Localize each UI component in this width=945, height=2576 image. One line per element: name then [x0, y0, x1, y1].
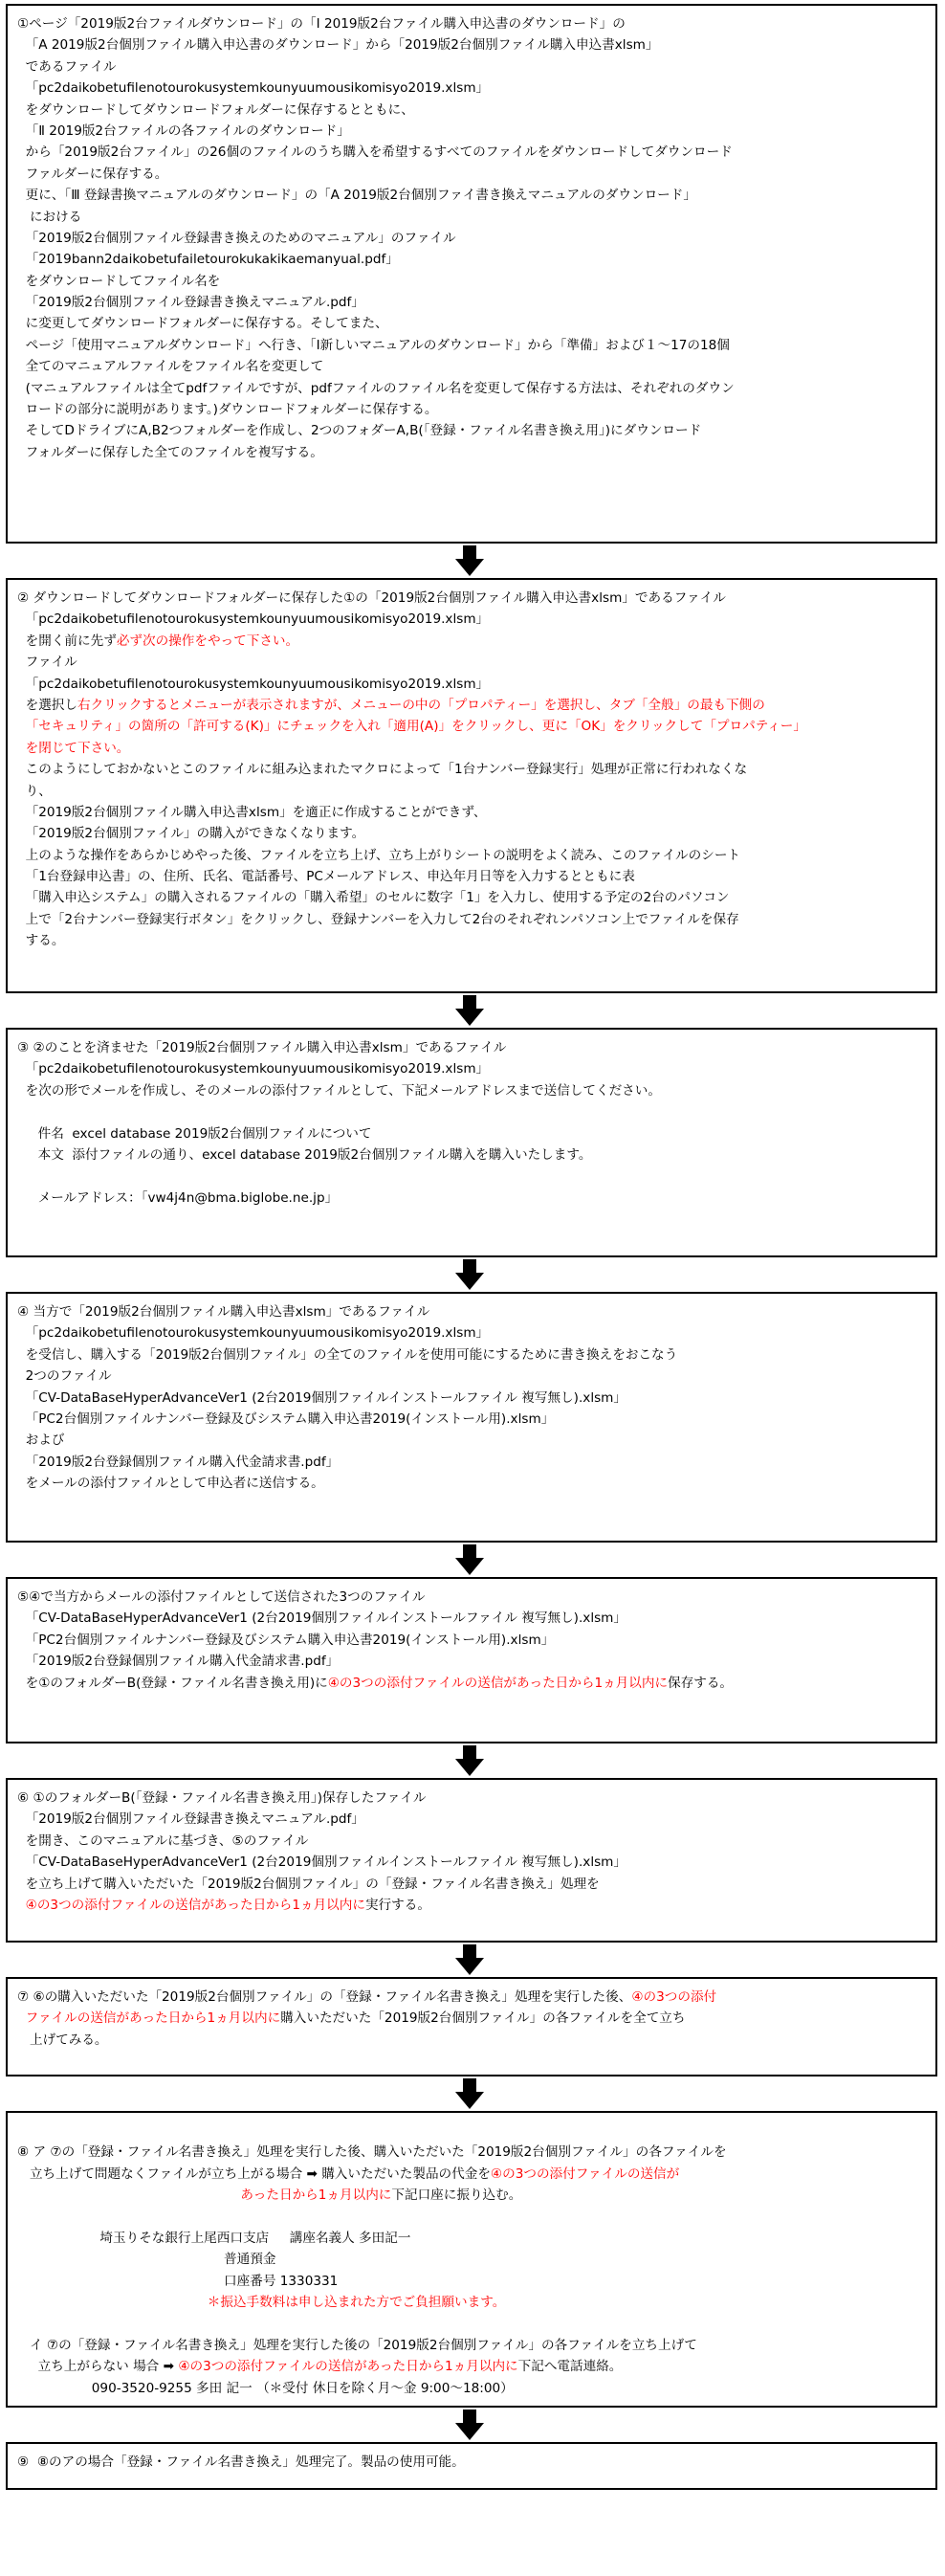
body-text: 「PC2台個別ファイルナンバー登録及びシステム購入申込書2019(インストール用).xlsm」 [17, 1410, 555, 1427]
highlight-text: ④の3つの添付ファイルの送信が [490, 2165, 680, 2182]
text-line [17, 1080, 922, 1101]
body-text: 「2019版2台個別ファイル」の購入ができなくなります。 [17, 826, 365, 842]
step-7-box [6, 1977, 937, 2076]
text-line [17, 716, 922, 737]
text-line [17, 1366, 922, 1387]
body-text: ①ページ「2019版2台ファイルダウンロード」の「Ⅰ 2019版2台ファイル購入申込書のダウンロード」の [17, 16, 626, 32]
body-text: イ ⑦の「登録・ファイル名書き換え」処理を実行した後の「2019版2台個別ファイル」の各ファイルを立ち上げて [17, 2337, 697, 2353]
text-line [17, 674, 922, 695]
text-line [17, 420, 922, 441]
text-line [17, 78, 922, 99]
body-text: り、 [17, 783, 52, 799]
body-text: 「購入申込システム」の購入されるファイルの「購入希望」のセルに数字「1」を入力し、使用する予定の2台のパソコン [17, 890, 730, 906]
body-text: 立ち上げて問題なくファイルが立ち上がる場合 ➡ 購入いただいた製品の代金を [17, 2165, 491, 2182]
text-line [17, 249, 922, 270]
down-arrow-6 [455, 1944, 484, 1975]
text-line [17, 588, 922, 609]
text-line [17, 1809, 922, 1830]
down-arrow-1 [455, 545, 484, 576]
text-line [17, 292, 922, 313]
text-line [17, 442, 922, 463]
text-line [17, 207, 922, 228]
text-line [17, 1166, 922, 1187]
text-line [17, 609, 922, 630]
body-text: 「CV-DataBaseHyperAdvanceVer1 (2台2019個別ファイルインストールファイル 複写無し).xlsm」 [17, 1610, 627, 1627]
highlight-text: ④の3つの添付ファイルの送信があった日から1ヵ月以内に [17, 1897, 365, 1913]
text-line [17, 866, 922, 887]
text-line [17, 1608, 922, 1629]
step-5-box [6, 1577, 937, 1743]
text-line [17, 228, 922, 249]
body-text: 「2019版2台個別ファイル購入申込書xlsm」を適正に作成することができず、 [17, 804, 487, 820]
body-text: 本文 添付ファイルの通り、excel database 2019版2台個別ファイル購入を購入いたします。 [17, 1146, 592, 1163]
text-line [17, 2292, 922, 2313]
highlight-text: 「セキュリティ」の箇所の「許可する(K)」にチェックを入れ「適用(A)」をクリックし、更に「OK」をクリックして「プロパティー」 [17, 719, 806, 735]
body-text: をダウンロードしてファイル名を [17, 273, 221, 289]
text-line [17, 930, 922, 951]
text-line [17, 142, 922, 163]
text-line [17, 759, 922, 780]
body-text: を①のフォルダーB(登録・ファイル名書き換え用)に [17, 1675, 328, 1691]
body-text: を開き、このマニュアルに基づき、⑤のファイル [17, 1832, 309, 1849]
text-line [17, 1430, 922, 1451]
text-line [17, 13, 922, 34]
text-line [17, 185, 922, 206]
body-text: 立ち上がらない 場合 ➡ [17, 2359, 179, 2375]
text-line [17, 887, 922, 908]
body-text: 「pc2daikobetufilenotourokusystemkounyuumousikomisyo2019.xlsm」 [17, 1325, 490, 1342]
text-line [17, 1101, 922, 1122]
body-text: 下記口座に振り込む。 [391, 2187, 522, 2204]
body-text: 「2019版2台個別ファイル登録書き換えマニュアル.pdf」 [17, 1811, 364, 1828]
down-arrow-7 [455, 2078, 484, 2109]
body-text: 購入いただいた「2019版2台個別ファイル」の各ファイルを全て立ち [280, 2010, 686, 2027]
text-line [17, 2452, 922, 2473]
body-text: 「pc2daikobetufilenotourokusystemkounyuumousikomisyo2019.xlsm」 [17, 1061, 490, 1077]
text-line [17, 56, 922, 78]
text-line [17, 695, 922, 716]
text-line [17, 1874, 922, 1895]
body-text: フォルダーに保存した全てのファイルを複写する。 [17, 444, 323, 460]
body-text: 090-3520-9255 多田 記一 （＊受付 休日を除く月～金 9:00～18:00） [17, 2380, 514, 2396]
body-text: 実行する。 [364, 1897, 430, 1913]
body-text: 「Ⅱ 2019版2台ファイルの各ファイルのダウンロード」 [17, 122, 350, 139]
body-text: 保存する。 [668, 1675, 734, 1691]
body-text: 「CV-DataBaseHyperAdvanceVer1 (2台2019個別ファイルインストールファイル 複写無し).xlsm」 [17, 1389, 627, 1406]
text-line [17, 781, 922, 802]
text-line [17, 2378, 922, 2399]
text-line [17, 1301, 922, 1322]
body-text: 更に、「Ⅲ 登録書換マニュアルのダウンロード」の「A 2019版2台個別ファイ書き換えマニュアルのダウンロード」 [17, 188, 696, 204]
step-2-box [6, 578, 937, 993]
text-line [17, 1409, 922, 1430]
text-line [17, 1058, 922, 1079]
body-text: このようにしておかないとこのファイルに組み込まれたマクロによって「1台ナンバー登録実行」処理が正常に行われなくな [17, 762, 748, 778]
highlight-text: ④の3つの添付 [631, 1989, 717, 2005]
body-text: を次の形でメールを作成し、そのメールの添付ファイルとして、下記メールアドレスまで送信してください。 [17, 1082, 661, 1099]
text-line [17, 823, 922, 844]
text-line [17, 1473, 922, 1494]
highlight-text: ファイルの送信があった日から1ヵ月以内に [17, 2010, 281, 2027]
down-arrow-4 [455, 1544, 484, 1575]
step-9-box [6, 2442, 937, 2490]
highlight-text: を閉じて下さい。 [17, 740, 130, 756]
body-text: および [17, 1432, 65, 1449]
text-line [17, 335, 922, 356]
text-line [17, 2228, 922, 2249]
text-line [17, 2207, 922, 2228]
text-line [17, 1987, 922, 2008]
body-text: をメールの添付ファイルとして申込者に送信する。 [17, 1476, 324, 1492]
text-line [17, 2008, 922, 2029]
text-line [17, 1831, 922, 1852]
text-line [17, 1788, 922, 1809]
text-line [17, 399, 922, 420]
body-text: 上げてみる。 [17, 2032, 108, 2048]
text-line [17, 909, 922, 930]
body-text: ファイル [17, 655, 77, 671]
highlight-text: 必ず次の操作をやって下さい。 [116, 633, 299, 649]
body-text: ⑥ ①のフォルダーB(「登録・ファイル名書き換え用」)保存したファイル [17, 1790, 427, 1806]
body-text: ロードの部分に説明があります。)ダウンロードフォルダーに保存する。 [17, 402, 438, 418]
text-line [17, 1587, 922, 1608]
text-line [17, 2121, 922, 2142]
step-1-box [6, 4, 937, 544]
body-text: 埼玉りそな銀行上尾西口支店 講座名義人 多田記一 [17, 2230, 411, 2246]
step-6-box [6, 1778, 937, 1943]
text-line [17, 164, 922, 185]
body-text: 上で「2台ナンバー登録実行ボタン」をクリックし、登録ナンバーを入力して2台のそれぞれンパソコン上でファイルを保存 [17, 911, 739, 927]
text-line [17, 356, 922, 377]
body-text: 「A 2019版2台個別ファイル購入申込書のダウンロード」から「2019版2台個別ファイル購入申込書xlsm」 [17, 37, 659, 54]
text-line [17, 738, 922, 759]
text-line [17, 2185, 922, 2206]
body-text: 「1台登録申込書」の、住所、氏名、電話番号、PCメールアドレス、申込年月日等を入力するとともに表 [17, 869, 635, 885]
body-text: ページ「使用マニュアルダウンロード」へ行き、「Ⅰ新しいマニュアルのダウンロード」から「準備」および１～17の18個 [17, 337, 730, 353]
down-arrow-5 [455, 1745, 484, 1776]
text-line [17, 1322, 922, 1344]
text-line [17, 1188, 922, 1209]
text-line [17, 2142, 922, 2163]
body-text: 「2019版2台登録個別ファイル購入代金請求書.pdf」 [17, 1454, 340, 1470]
step-8-box [6, 2111, 937, 2408]
body-text: 2つのファイル [17, 1368, 112, 1385]
body-text: (マニュアルファイルは全てpdfファイルですが、pdfファイルのファイル名を変更して保存する方法は、それぞれのダウン [17, 380, 735, 396]
body-text: 件名 excel database 2019版2台個別ファイルについて [17, 1125, 372, 1142]
body-text: 下記へ電話連絡。 [517, 2359, 623, 2375]
body-text: 上のような操作をあらかじめやった後、ファイルを立ち上げ、立ち上がりシートの説明をよく読み、このファイルのシート [17, 847, 741, 863]
highlight-text: ＊振込手数料は申し込まれた方でご負担願います。 [17, 2295, 506, 2311]
body-text: 全てのマニュアルファイルをファイル名を変更して [17, 359, 324, 375]
body-text: を立ち上げて購入いただいた「2019版2台個別ファイル」の「登録・ファイル名書き換え」処理を [17, 1876, 600, 1892]
text-line [17, 1651, 922, 1672]
text-line [17, 2314, 922, 2335]
highlight-text: ④の3つの添付ファイルの送信があった日から1ヵ月以内に [327, 1675, 669, 1691]
text-line [17, 1344, 922, 1366]
body-text: ⑨ ⑧のアの場合「登録・ファイル名書き換え」処理完了。製品の使用可能。 [17, 2454, 465, 2470]
body-text: ⑦ ⑥の購入いただいた「2019版2台個別ファイル」の「登録・ファイル名書き換え」処理を実行した後、 [17, 1989, 632, 2005]
down-arrow-3 [455, 1259, 484, 1290]
step-4-box [6, 1292, 937, 1543]
text-line [17, 2335, 922, 2356]
text-line [17, 652, 922, 673]
body-text: 「2019版2台個別ファイル登録書き換えのためのマニュアル」のファイル [17, 230, 456, 246]
body-text: ファルダーに保存する。 [17, 166, 168, 182]
text-line [17, 100, 922, 121]
text-line [17, 1388, 922, 1409]
body-text: 普通預金 [17, 2252, 276, 2268]
body-text: であるファイル [17, 58, 117, 75]
body-text: を受信し、購入する「2019版2台個別ファイル」の全てのファイルを使用可能にするために書き換えをおこなう [17, 1346, 678, 1363]
text-line [17, 1673, 922, 1694]
body-text: 「PC2台個別ファイルナンバー登録及びシステム購入申込書2019(インストール用).xlsm」 [17, 1632, 555, 1648]
text-line [17, 1144, 922, 1166]
body-text: ② ダウンロードしてダウンロードフォルダーに保存した①の「2019版2台個別ファイル購入申込書xlsm」であるファイル [17, 590, 726, 606]
body-text: 「2019版2台個別ファイル登録書き換えマニュアル.pdf」 [17, 295, 364, 311]
down-arrow-8 [455, 2409, 484, 2440]
text-line [17, 802, 922, 823]
text-line [17, 1852, 922, 1873]
body-text: 「2019bann2daikobetufailetourokukakikaemanyual.pdf」 [17, 252, 399, 268]
text-line [17, 271, 922, 292]
body-text: ⑤④で当方からメールの添付ファイルとして送信された3つのファイル [17, 1589, 426, 1605]
body-text: 口座番号 1330331 [17, 2273, 339, 2289]
body-text: 「pc2daikobetufilenotourokusystemkounyuumousikomisyo2019.xlsm」 [17, 676, 490, 692]
body-text: に変更してダウンロードフォルダーに保存する。そしてまた、 [17, 316, 388, 332]
text-line [17, 1037, 922, 1058]
body-text: 「pc2daikobetufilenotourokusystemkounyuumousikomisyo2019.xlsm」 [17, 80, 490, 97]
text-line [17, 2249, 922, 2270]
text-line [17, 1123, 922, 1144]
body-text: をダウンロードしてダウンロードフォルダーに保存するとともに、 [17, 101, 414, 118]
text-line [17, 1452, 922, 1473]
text-line [17, 34, 922, 56]
body-text: における [17, 209, 82, 225]
body-text: する。 [17, 933, 65, 949]
text-line [17, 1630, 922, 1651]
step-3-box [6, 1028, 937, 1257]
body-text: メールアドレス：「vw4j4n@bma.biglobe.ne.jp」 [17, 1189, 339, 1206]
highlight-text: あった日から1ヵ月以内に [17, 2187, 392, 2204]
body-text: そしてDドライブにA,B2つフォルダーを作成し、2つのフォダーA,B(「登録・ファイル名書き換え用」)にダウンロード [17, 423, 702, 439]
text-line [17, 631, 922, 652]
text-line [17, 2164, 922, 2185]
text-line [17, 313, 922, 334]
text-line [17, 2356, 922, 2377]
text-line [17, 2271, 922, 2292]
text-line [17, 1895, 922, 1916]
body-text: ④ 当方で「2019版2台個別ファイル購入申込書xlsm」であるファイル [17, 1304, 430, 1320]
body-text: 「2019版2台登録個別ファイル購入代金請求書.pdf」 [17, 1654, 340, 1670]
text-line [17, 121, 922, 142]
body-text: を開く前に先ず [17, 633, 117, 649]
text-line [17, 2030, 922, 2051]
body-text: ⑧ ア ⑦の「登録・ファイル名書き換え」処理を実行した後、購入いただいた「2019版2台個別ファイル」の各ファイルを [17, 2144, 727, 2161]
body-text: ③ ②のことを済ませた「2019版2台個別ファイル購入申込書xlsm」であるファイル [17, 1040, 507, 1055]
highlight-text: ④の3つの添付ファイルの送信があった日から1ヵ月以内に [178, 2359, 518, 2375]
body-text: を選択し [17, 697, 78, 713]
body-text: 「CV-DataBaseHyperAdvanceVer1 (2台2019個別ファイルインストールファイル 複写無し).xlsm」 [17, 1854, 627, 1871]
body-text: 「pc2daikobetufilenotourokusystemkounyuumousikomisyo2019.xlsm」 [17, 611, 490, 628]
text-line [17, 845, 922, 866]
body-text: から「2019版2台ファイル」の26個のファイルのうち購入を希望するすべてのファイルをダウンロードしてダウンロード [17, 144, 733, 161]
highlight-text: 右クリックするとメニューが表示されますが、メニューの中の「プロパティー」を選択し、タブ「全般」の最も下側の [77, 697, 765, 713]
down-arrow-2 [455, 995, 484, 1026]
text-line [17, 378, 922, 399]
